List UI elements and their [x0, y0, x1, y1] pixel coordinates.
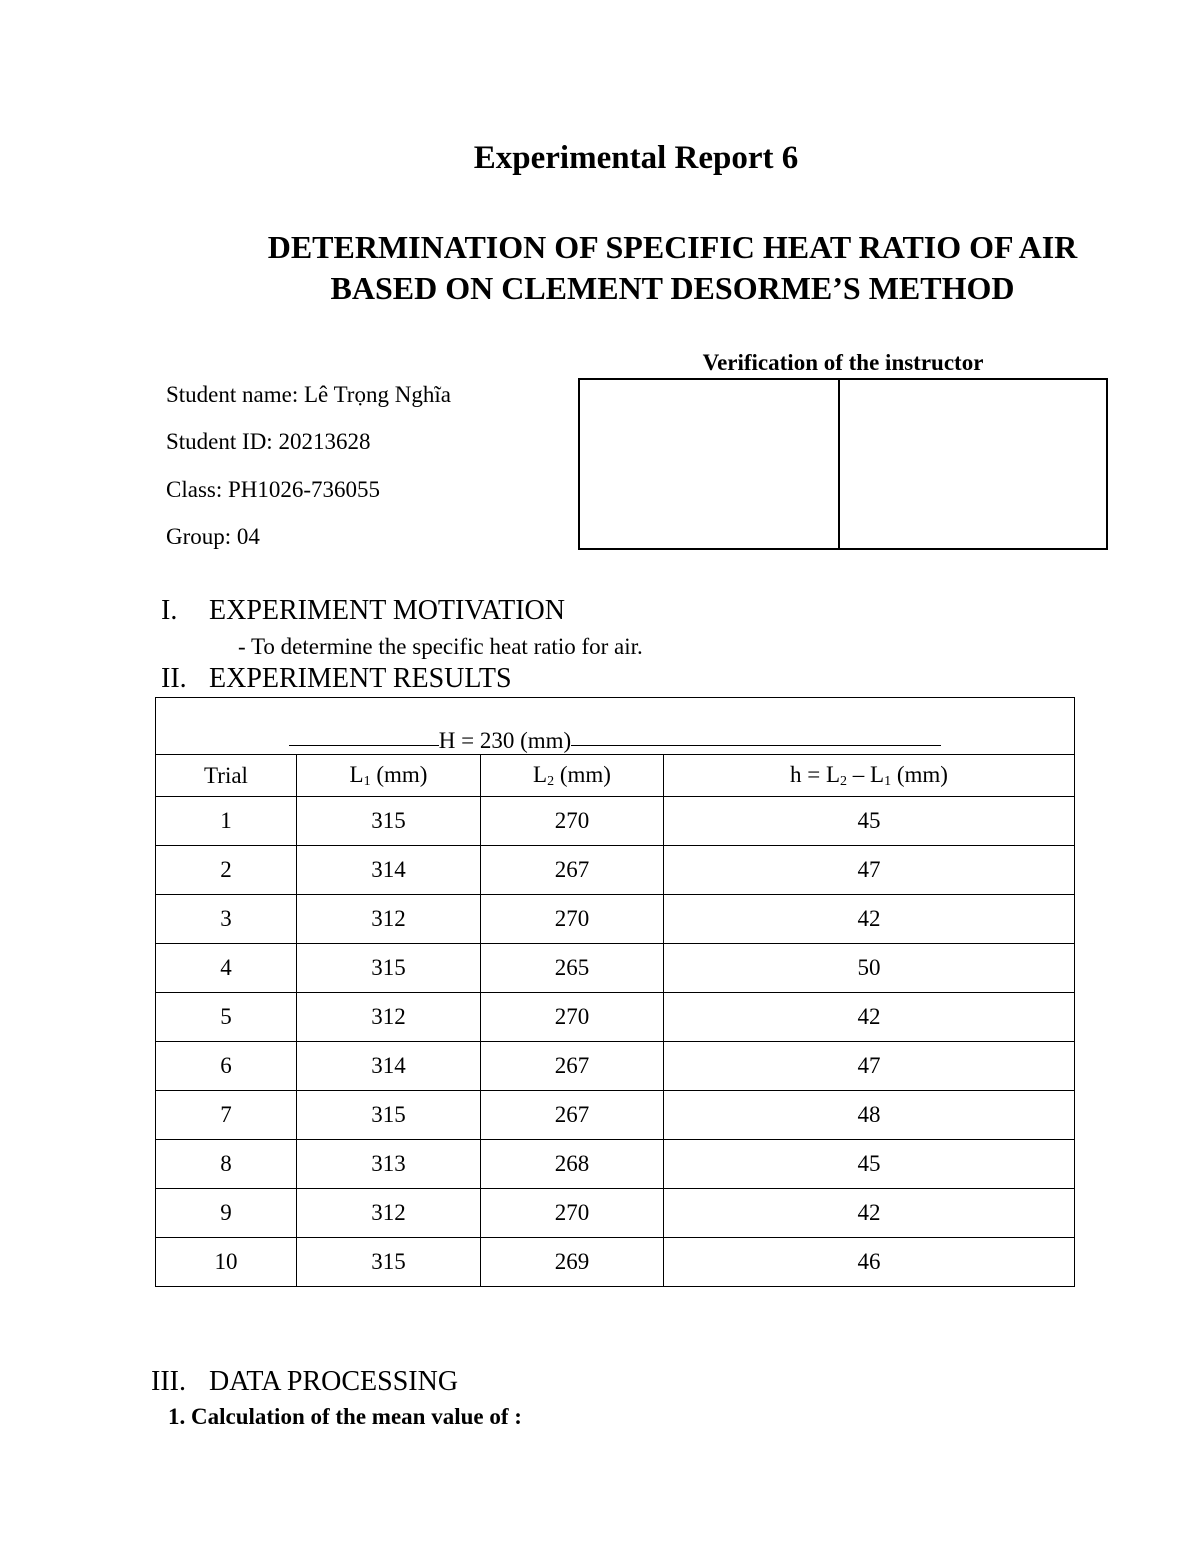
cell-trial: 2: [156, 846, 297, 895]
table-row: [156, 1140, 1075, 1189]
section-1-number: I.: [161, 595, 178, 626]
heading-line-2: BASED ON CLEMENT DESORME’S METHOD: [330, 270, 1015, 306]
cell-l1: 313: [297, 1140, 481, 1189]
cell-l2: 269: [481, 1238, 664, 1287]
section-3-title: DATA PROCESSING: [209, 1366, 459, 1397]
table-row: [156, 1042, 1075, 1091]
cell-l2: 270: [481, 895, 664, 944]
cell-h: 50: [664, 944, 1075, 993]
cell-l2: 267: [481, 846, 664, 895]
h-value-cell: [156, 698, 1075, 755]
cell-l1: 312: [297, 895, 481, 944]
cell-l2: 270: [481, 1189, 664, 1238]
table-row: [156, 846, 1075, 895]
motivation-text: - To determine the specific heat ratio for air.: [238, 634, 643, 659]
cell-trial: 7: [156, 1091, 297, 1140]
cell-trial: 10: [156, 1238, 297, 1287]
cell-trial: 1: [156, 797, 297, 846]
verification-cell-left: [580, 380, 840, 548]
cell-l2: 270: [481, 797, 664, 846]
section-2-number: II.: [161, 663, 187, 694]
cell-h: 46: [664, 1238, 1075, 1287]
student-name: Student name: Lê Trọng Nghĩa: [166, 382, 451, 407]
cell-l1: 312: [297, 1189, 481, 1238]
cell-trial: 5: [156, 993, 297, 1042]
cell-h: 47: [664, 846, 1075, 895]
section-3-heading: [151, 1366, 458, 1398]
table-row: [156, 797, 1075, 846]
cell-trial: 3: [156, 895, 297, 944]
cell-trial: 8: [156, 1140, 297, 1189]
heading-line-1: DETERMINATION OF SPECIFIC HEAT RATIO OF AIR: [267, 229, 1078, 265]
cell-l1: 314: [297, 1042, 481, 1091]
section-2-title: EXPERIMENT RESULTS: [209, 663, 512, 694]
col-header-l2: $L_2$ (mm): [481, 755, 664, 797]
results-table: [155, 697, 1075, 1287]
cell-h: 42: [664, 993, 1075, 1042]
cell-l2: 267: [481, 1042, 664, 1091]
cell-h: 42: [664, 895, 1075, 944]
cell-l2: 270: [481, 993, 664, 1042]
cell-l1: 314: [297, 846, 481, 895]
col-header-h: $h = L_2 - L_1$ (mm): [664, 755, 1075, 797]
verification-label: Verification of the instructor: [702, 350, 984, 375]
student-id: Student ID: 20213628: [166, 429, 371, 454]
table-row: [156, 1238, 1075, 1287]
h-underline-left: [289, 745, 439, 746]
cell-trial: 9: [156, 1189, 297, 1238]
document-heading: [100, 227, 1200, 309]
col-header-l1: $L_1$ (mm): [297, 755, 481, 797]
cell-l1: 315: [297, 944, 481, 993]
table-row: [156, 895, 1075, 944]
cell-h: 47: [664, 1042, 1075, 1091]
table-row: [156, 1091, 1075, 1140]
cell-l2: 267: [481, 1091, 664, 1140]
cell-l1: 315: [297, 1091, 481, 1140]
section-3-number: III.: [151, 1366, 186, 1397]
results-body: [156, 797, 1075, 1287]
section-1-title: EXPERIMENT MOTIVATION: [209, 595, 565, 626]
table-row: [156, 1189, 1075, 1238]
h-value-row: [156, 698, 1075, 755]
cell-trial: 4: [156, 944, 297, 993]
student-group: Group: 04: [166, 524, 260, 549]
student-class: Class: PH1026-736055: [166, 477, 381, 502]
cell-l2: 265: [481, 944, 664, 993]
verification-cell-right: [840, 380, 1106, 548]
col-header-trial: Trial: [156, 755, 297, 797]
cell-trial: 6: [156, 1042, 297, 1091]
h-underline-right: [571, 745, 941, 746]
section-2-heading: [161, 663, 512, 695]
cell-l2: 268: [481, 1140, 664, 1189]
subsection-mean-value: 1. Calculation of the mean value of :: [168, 1404, 522, 1429]
table-row: [156, 944, 1075, 993]
cell-h: 42: [664, 1189, 1075, 1238]
section-1-heading: [161, 595, 565, 627]
cell-h: 45: [664, 797, 1075, 846]
table-row: [156, 993, 1075, 1042]
column-header-row: [156, 755, 1075, 797]
cell-h: 45: [664, 1140, 1075, 1189]
document-title: Experimental Report 6: [473, 140, 799, 176]
cell-h: 48: [664, 1091, 1075, 1140]
cell-l1: 315: [297, 1238, 481, 1287]
cell-l1: 312: [297, 993, 481, 1042]
verification-box: [578, 378, 1108, 550]
cell-l1: 315: [297, 797, 481, 846]
h-value-label: H = 230 (mm): [438, 728, 572, 753]
